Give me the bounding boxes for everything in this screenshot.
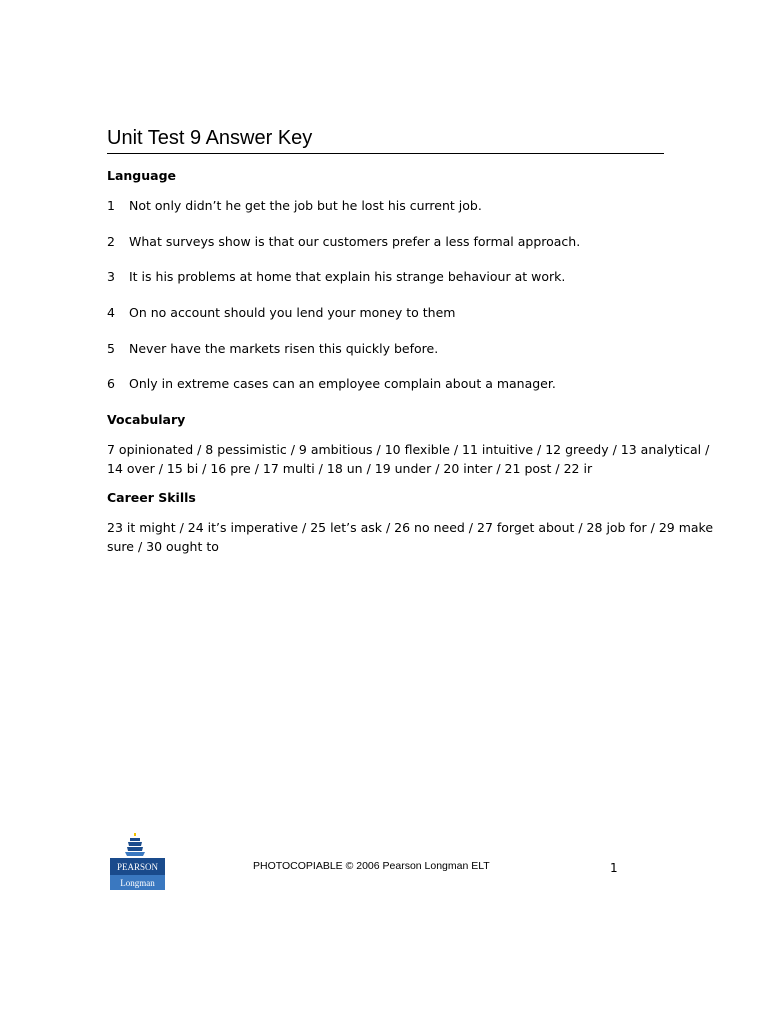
career-skills-line: sure / 30 ought to [107,538,219,554]
answer-text: It is his problems at home that explain his strange behaviour at work. [129,269,566,284]
logo-text-longman: Longman [120,878,155,888]
answer-number: 6 [107,376,115,391]
answer-item [107,269,565,285]
ship-icon [125,833,145,856]
section-heading-vocabulary: Vocabulary [107,412,186,427]
page-number: 1 [610,861,618,875]
answer-text: What surveys show is that our customers prefer a less formal approach. [129,234,581,249]
answer-item [107,198,482,214]
answer-number: 4 [107,305,115,320]
answer-number: 1 [107,198,115,213]
answer-text: On no account should you lend your money to them [129,305,456,320]
answer-number: 3 [107,269,115,284]
answer-number: 5 [107,341,115,356]
answer-item [107,305,455,321]
page-title: Unit Test 9 Answer Key [107,127,313,149]
logo-text-pearson: PEARSON [116,862,159,872]
answer-item [107,376,556,392]
career-skills-line: 23 it might / 24 it’s imperative / 25 let’s ask / 26 no need / 27 forget about / 28 job for / 29 make [107,520,714,535]
answer-item [107,234,580,250]
answer-text: Not only didn’t he get the job but he lost his current job. [129,198,482,213]
copyright-notice: PHOTOCOPIABLE © 2006 Pearson Longman ELT [253,860,490,872]
career-skills-answers [107,519,714,556]
vocabulary-line: 14 over / 15 bi / 16 pre / 17 multi / 18 un / 19 under / 20 inter / 21 post / 22 ir [107,460,593,476]
section-heading-career-skills: Career Skills [107,490,196,505]
title-rule [107,153,664,154]
vocabulary-line: 7 opinionated / 8 pessimistic / 9 ambitious / 10 flexible / 11 intuitive / 12 greedy / 13 analytical / [107,442,710,457]
answer-number: 2 [107,234,115,249]
pearson-longman-logo [110,832,165,890]
vocabulary-answers [107,441,710,478]
answer-text: Never have the markets risen this quickly before. [129,341,439,356]
section-heading-language: Language [107,168,177,183]
answer-text: Only in extreme cases can an employee complain about a manager. [129,376,556,391]
answer-item [107,341,438,357]
